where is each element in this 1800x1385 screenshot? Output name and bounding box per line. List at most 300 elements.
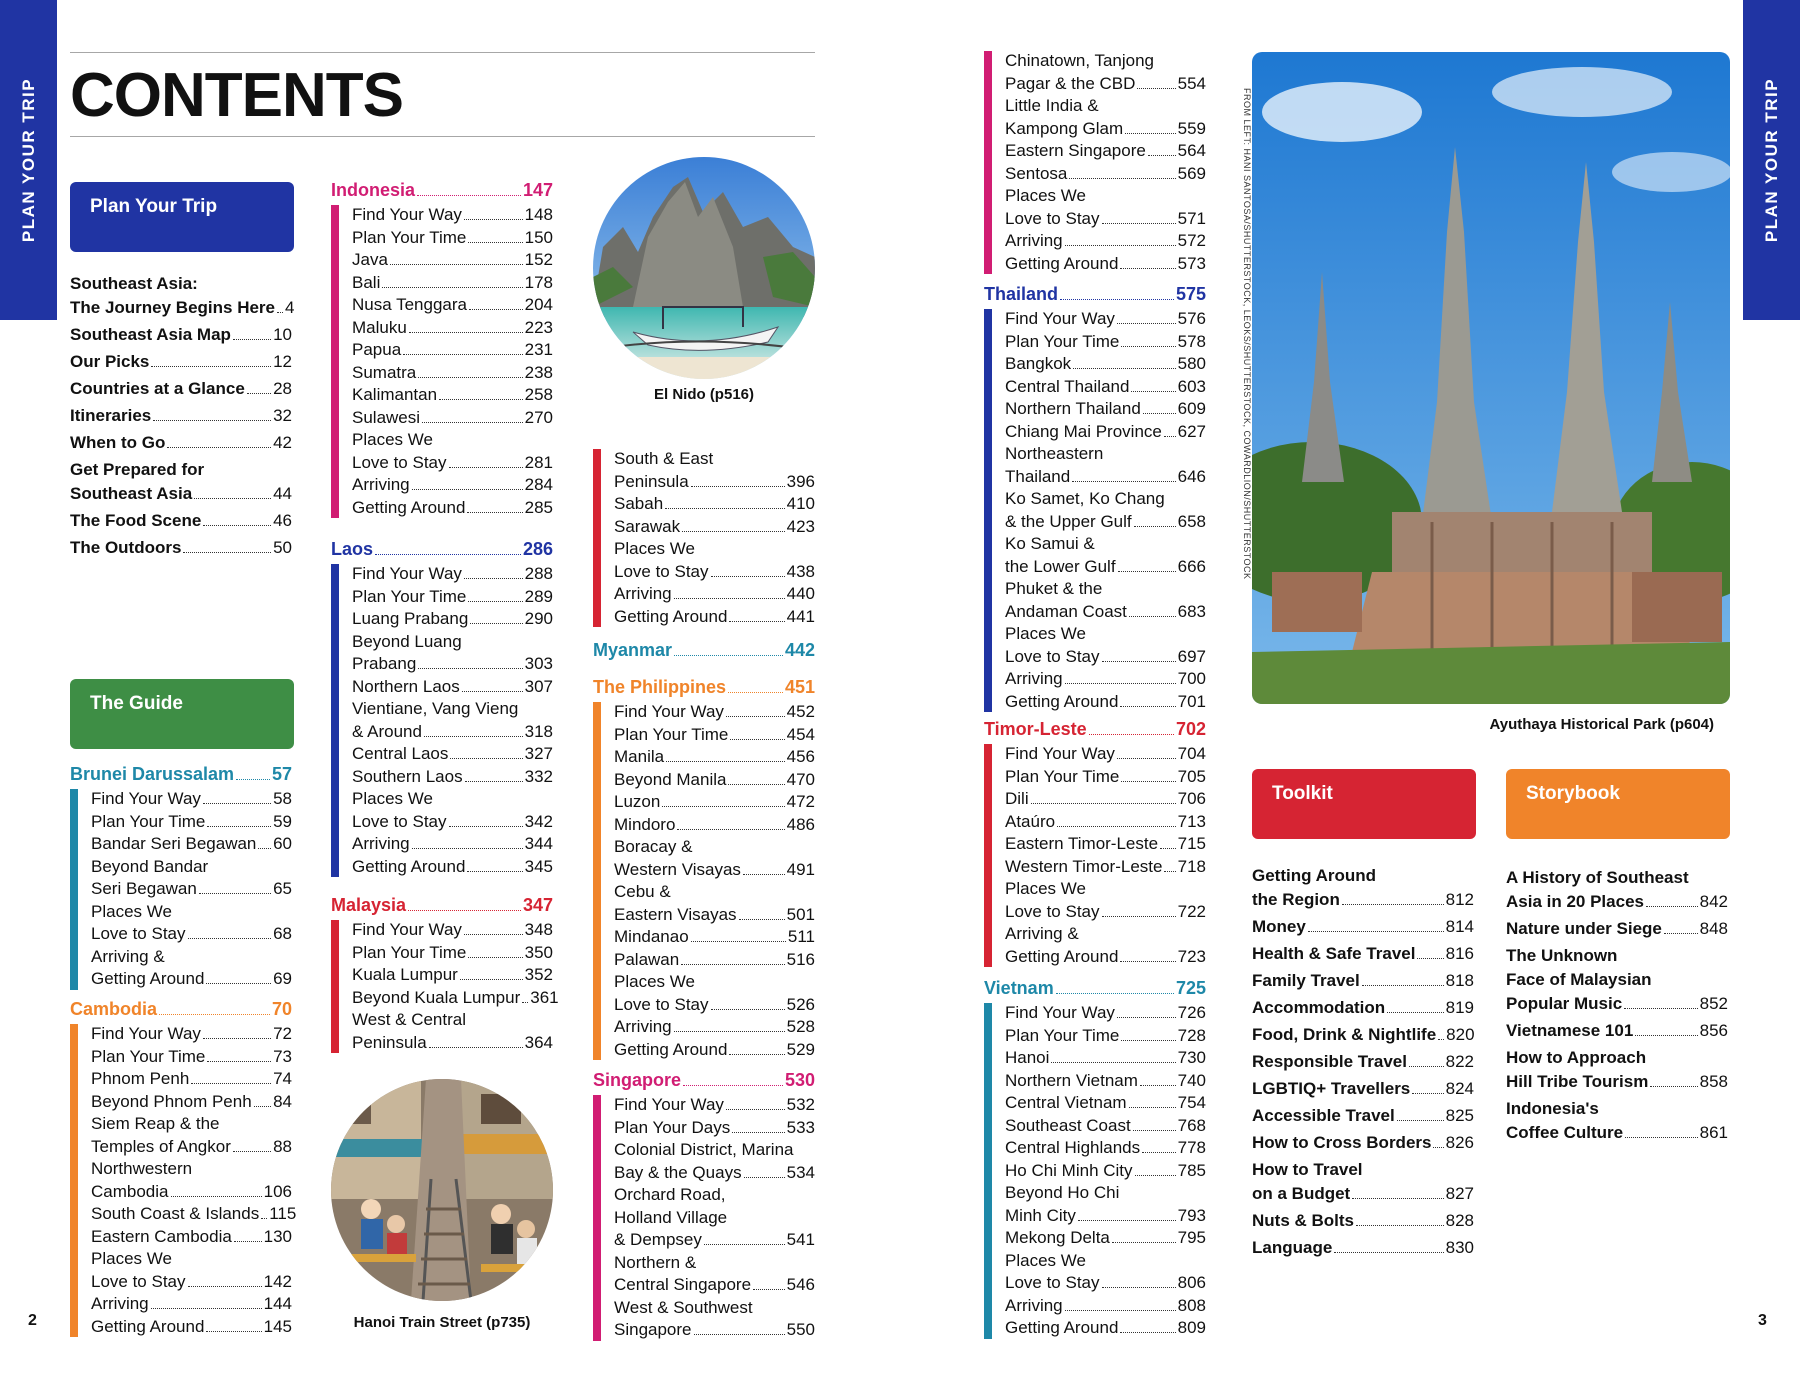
section-page: 575 — [1175, 284, 1206, 304]
toc-entry[interactable] — [614, 1139, 815, 1184]
toc-entry[interactable] — [1252, 1158, 1474, 1206]
toc-entry-title: Central Vietnam — [1005, 1093, 1127, 1112]
section-items — [984, 1002, 1206, 1340]
toc-entry[interactable] — [1252, 996, 1474, 1020]
toc-entry[interactable] — [1005, 533, 1206, 578]
toc-entry[interactable] — [352, 608, 553, 631]
leader-dots — [1073, 368, 1175, 369]
toc-entry[interactable] — [1005, 443, 1206, 488]
toc-entry-title: Find Your Way — [614, 1095, 724, 1114]
toc-entry-title: Kalimantan — [352, 385, 438, 404]
toc-entry[interactable] — [70, 377, 292, 401]
toc-entry-row — [70, 350, 292, 374]
section-header[interactable] — [593, 640, 815, 664]
toc-entry-title: Sarawak — [614, 516, 681, 536]
toc-entry[interactable] — [352, 833, 553, 856]
toc-entry[interactable] — [614, 881, 815, 926]
toc-entry-title: the Lower Gulf — [1005, 556, 1116, 576]
leader-dots — [1117, 323, 1176, 324]
section-header[interactable] — [984, 978, 1206, 1002]
section-thailand — [984, 284, 1206, 713]
leader-dots — [1412, 1093, 1443, 1094]
title-rule — [70, 136, 815, 137]
toc-page-number: 754 — [1177, 1093, 1206, 1112]
toc-entry-title: Luzon — [614, 792, 661, 811]
toc-entry[interactable] — [614, 1117, 815, 1140]
toc-entry[interactable] — [1005, 1070, 1206, 1093]
section-header[interactable] — [70, 999, 292, 1023]
toc-entry-row — [1005, 811, 1206, 834]
toc-page-number: 814 — [1445, 917, 1474, 936]
leader-dots — [206, 983, 271, 984]
toc-entry[interactable] — [91, 788, 292, 811]
toc-entry-row — [352, 362, 553, 385]
toc-entry[interactable] — [91, 901, 292, 946]
toc-entry[interactable] — [70, 350, 292, 374]
toc-page-number: 454 — [786, 724, 815, 744]
toc-page-number: 28 — [273, 379, 292, 398]
toc-entry-line: Places We — [614, 539, 695, 558]
toc-entry[interactable] — [614, 971, 815, 1016]
toc-entry-title: Getting Around — [352, 856, 466, 876]
toc-page-number: 10 — [273, 325, 292, 344]
toc-entry[interactable] — [91, 1113, 292, 1158]
section-header[interactable] — [331, 180, 553, 204]
toc-entry-title: Love to Stay — [1005, 1273, 1100, 1292]
toc-entry-title: Southeast Asia — [70, 484, 193, 503]
toc-entry[interactable] — [352, 474, 553, 497]
toc-entry[interactable] — [1005, 376, 1206, 399]
toc-entry[interactable] — [1005, 856, 1206, 879]
toc-entry[interactable] — [91, 1293, 292, 1316]
toc-entry[interactable] — [70, 431, 292, 455]
toc-page-number: 704 — [1177, 744, 1206, 763]
toc-entry[interactable] — [614, 746, 815, 769]
section-color-bar — [70, 789, 78, 990]
toc-entry[interactable] — [1506, 917, 1728, 941]
toc-page-number: 573 — [1177, 253, 1206, 273]
leader-dots — [424, 736, 523, 737]
toc-entry[interactable] — [614, 769, 815, 792]
section-name: Brunei Darussalam — [70, 764, 235, 784]
toc-entry[interactable] — [352, 698, 553, 743]
toc-entry[interactable] — [1005, 353, 1206, 376]
toc-entry[interactable] — [614, 1297, 815, 1342]
storybook-box: Storybook — [1506, 769, 1730, 839]
toc-entry[interactable] — [614, 814, 815, 837]
toc-entry-row — [1252, 915, 1474, 939]
toc-entry[interactable] — [614, 724, 815, 747]
section-name: Myanmar — [593, 640, 673, 660]
leader-dots — [151, 366, 271, 367]
toc-entry[interactable] — [352, 856, 553, 879]
toc-entry[interactable] — [614, 836, 815, 881]
toc-entry[interactable] — [1506, 944, 1728, 1016]
toc-entry[interactable] — [1005, 50, 1206, 95]
toc-entry[interactable] — [352, 766, 553, 789]
toc-entry-title: Getting Around — [1005, 691, 1119, 711]
toc-entry-title: Love to Stay — [614, 561, 709, 581]
toc-page-number: 318 — [524, 721, 553, 741]
toc-entry[interactable] — [352, 429, 553, 474]
toc-entry[interactable] — [91, 1091, 292, 1114]
toc-entry-row — [1252, 1104, 1474, 1128]
toc-entry-title: When to Go — [70, 433, 166, 452]
toc-entry-row — [1005, 208, 1206, 231]
toc-entry[interactable] — [1252, 1104, 1474, 1128]
toc-entry[interactable] — [1005, 578, 1206, 623]
toc-entry-title: Manila — [614, 747, 665, 766]
toc-page-number: 12 — [273, 352, 292, 371]
toc-entry-title: Beyond Phnom Penh — [91, 1091, 252, 1111]
toc-entry[interactable] — [91, 1023, 292, 1046]
toc-entry-row — [614, 1319, 815, 1342]
toc-entry-title: Love to Stay — [1005, 208, 1100, 228]
toc-entry[interactable] — [70, 404, 292, 428]
leader-dots — [1650, 1086, 1697, 1087]
toc-entry-title: Arriving — [614, 584, 672, 603]
toc-entry[interactable] — [1005, 743, 1206, 766]
leader-dots — [408, 910, 521, 911]
toc-entry[interactable] — [1005, 766, 1206, 789]
toc-entry[interactable] — [352, 586, 553, 609]
toc-entry[interactable] — [614, 516, 815, 539]
toc-entry[interactable] — [352, 362, 553, 385]
toc-entry[interactable] — [1252, 915, 1474, 939]
toc-entry[interactable] — [614, 1016, 815, 1039]
toc-entry[interactable] — [614, 1039, 815, 1062]
toc-entry[interactable] — [614, 791, 815, 814]
toc-entry-row — [352, 204, 553, 227]
toc-entry[interactable] — [1005, 1250, 1206, 1295]
section-header[interactable] — [331, 895, 553, 919]
toc-entry[interactable] — [1005, 811, 1206, 834]
toc-entry[interactable] — [70, 458, 292, 506]
section-header[interactable] — [984, 719, 1206, 743]
toc-entry[interactable] — [91, 1068, 292, 1091]
toc-entry-title: Plan Your Time — [1005, 1025, 1120, 1045]
leader-dots — [467, 871, 522, 872]
toc-entry-line: A History of Southeast — [1506, 868, 1689, 887]
toc-entry[interactable] — [1005, 878, 1206, 923]
toc-entry[interactable] — [352, 407, 553, 430]
leader-dots — [412, 848, 523, 849]
toc-entry-row — [352, 407, 553, 430]
leader-dots — [151, 1308, 262, 1309]
section-header[interactable] — [331, 539, 553, 563]
toc-entry[interactable] — [91, 1203, 297, 1226]
toc-entry[interactable] — [352, 227, 553, 250]
toc-entry[interactable] — [1005, 140, 1206, 163]
toc-page-number: 806 — [1177, 1273, 1206, 1292]
toc-page-number: 204 — [524, 295, 553, 314]
toc-entry[interactable] — [352, 294, 553, 317]
leader-dots — [729, 1054, 784, 1055]
toc-entry[interactable] — [1005, 1002, 1206, 1025]
toc-entry[interactable] — [1506, 1046, 1728, 1094]
toc-entry-title: Southern Laos — [352, 766, 463, 786]
toc-entry[interactable] — [91, 856, 292, 901]
section-header[interactable] — [984, 284, 1206, 308]
leader-dots — [1142, 1152, 1175, 1153]
toc-entry[interactable] — [1005, 1182, 1206, 1227]
toc-entry-line: Arriving & — [1005, 924, 1079, 943]
toc-entry[interactable] — [352, 1009, 553, 1054]
toc-entry[interactable] — [352, 743, 553, 766]
toc-entry[interactable] — [1005, 1295, 1206, 1318]
toc-page-number: 546 — [786, 1275, 815, 1294]
toc-entry-row — [614, 1229, 815, 1252]
toc-entry[interactable] — [614, 1094, 815, 1117]
toc-entry-row — [352, 608, 553, 631]
leader-dots — [403, 354, 522, 355]
toc-entry[interactable] — [1005, 253, 1206, 276]
toc-entry-row — [352, 721, 553, 744]
toc-entry-title: Love to Stay — [352, 452, 447, 472]
toc-entry-line: Orchard Road, — [614, 1185, 726, 1204]
toc-entry[interactable] — [614, 1184, 815, 1252]
toc-entry-row — [1252, 1182, 1474, 1206]
toc-entry-row — [352, 317, 553, 340]
toc-entry[interactable] — [1252, 864, 1474, 912]
toc-entry-line: Boracay & — [614, 837, 693, 856]
section-page: 725 — [1175, 978, 1206, 998]
toc-entry[interactable] — [1252, 1050, 1474, 1074]
toc-page-number: 683 — [1177, 601, 1206, 621]
toc-page-number: 534 — [786, 1162, 815, 1182]
el-nido-caption: El Nido (p516) — [653, 386, 754, 403]
toc-entry[interactable] — [1252, 969, 1474, 993]
toc-entry[interactable] — [352, 964, 553, 987]
toc-entry-title: Love to Stay — [614, 994, 709, 1014]
toc-entry[interactable] — [352, 563, 553, 586]
toc-entry-row — [1005, 766, 1206, 789]
toc-entry[interactable] — [1252, 1236, 1474, 1260]
toc-entry-row — [1005, 1047, 1206, 1070]
toc-entry[interactable] — [614, 926, 815, 949]
toc-entry[interactable] — [91, 1226, 292, 1249]
section-color-bar — [331, 205, 339, 518]
leader-dots — [1102, 661, 1176, 662]
toc-entry-title: Ho Chi Minh City — [1005, 1160, 1133, 1180]
toc-entry[interactable] — [1005, 421, 1206, 444]
toc-entry[interactable] — [1005, 95, 1206, 140]
leader-dots — [412, 489, 523, 490]
toc-entry[interactable] — [1005, 923, 1206, 968]
section-color-bar — [593, 449, 601, 627]
toc-entry-row — [1005, 1272, 1206, 1295]
section-header[interactable] — [70, 764, 292, 788]
toc-entry[interactable] — [1005, 1092, 1206, 1115]
toc-page-number: 44 — [273, 484, 292, 503]
toc-entry[interactable] — [70, 272, 295, 320]
toc-entry-title: Arriving — [352, 834, 410, 853]
toc-entry[interactable] — [1005, 1047, 1206, 1070]
toc-entry[interactable] — [1005, 1115, 1206, 1138]
leader-dots — [1072, 481, 1175, 482]
leader-dots — [417, 195, 521, 196]
toc-entry[interactable] — [352, 676, 553, 699]
toc-entry[interactable] — [1252, 1077, 1474, 1101]
toc-entry[interactable] — [352, 339, 553, 362]
toc-entry[interactable] — [91, 833, 292, 856]
toc-entry[interactable] — [614, 538, 815, 583]
toc-page-number: 816 — [1445, 944, 1474, 963]
toc-entry[interactable] — [1005, 398, 1206, 421]
toc-entry[interactable] — [1005, 623, 1206, 668]
hanoi-illustration — [331, 1079, 553, 1301]
leader-dots — [1117, 758, 1176, 759]
toc-entry-title: Luang Prabang — [352, 609, 469, 628]
toc-entry[interactable] — [1506, 1019, 1728, 1043]
toc-entry-title: Find Your Way — [1005, 744, 1115, 763]
toc-entry-title: Temples of Angkor — [91, 1136, 231, 1156]
leader-dots — [1065, 245, 1176, 246]
toc-entry[interactable] — [352, 249, 553, 272]
section-page: 147 — [522, 180, 553, 200]
toc-entry-title: Peninsula — [614, 471, 689, 491]
leader-dots — [691, 941, 786, 942]
toc-entry-row — [614, 471, 815, 494]
toc-entry[interactable] — [1005, 488, 1206, 533]
toc-entry-row — [1005, 1137, 1206, 1160]
toc-entry[interactable] — [1252, 1131, 1474, 1155]
toc-entry-row — [614, 746, 815, 769]
toc-entry-title: Health & Safe Travel — [1252, 944, 1416, 963]
section-header[interactable] — [593, 677, 815, 701]
toc-entry[interactable] — [614, 493, 815, 516]
leader-dots — [1078, 1220, 1176, 1221]
toc-entry[interactable] — [1005, 1137, 1206, 1160]
leader-dots — [1125, 133, 1176, 134]
toc-page-number: 826 — [1445, 1133, 1474, 1152]
toc-page-number: 532 — [786, 1095, 815, 1114]
toc-entry[interactable] — [1005, 331, 1206, 354]
toc-entry[interactable] — [614, 1252, 815, 1297]
toc-entry[interactable] — [614, 949, 815, 972]
toc-entry-title: Find Your Way — [352, 205, 462, 224]
toc-entry-title: Asia in 20 Places — [1506, 892, 1644, 911]
toc-entry[interactable] — [614, 448, 815, 493]
toc-entry[interactable] — [91, 1046, 292, 1069]
toc-page-number: 559 — [1177, 118, 1206, 138]
toc-entry[interactable] — [1005, 788, 1206, 811]
toc-page-number: 42 — [273, 433, 292, 452]
toc-entry[interactable] — [1252, 942, 1474, 966]
toc-entry-row — [70, 377, 292, 401]
toc-entry[interactable] — [1005, 668, 1206, 691]
leader-dots — [159, 1014, 270, 1015]
section-cambodia — [70, 999, 297, 1338]
toc-page-number: 858 — [1699, 1072, 1728, 1091]
toc-entry[interactable] — [1506, 866, 1728, 914]
section-malaysia — [331, 895, 559, 1054]
toc-entry[interactable] — [352, 942, 553, 965]
toc-entry-title: Arriving — [91, 1294, 149, 1313]
toc-entry-line: Indonesia's — [1506, 1099, 1599, 1118]
toc-entry-title: Find Your Way — [1005, 1003, 1115, 1022]
leader-dots — [465, 781, 523, 782]
toc-entry[interactable] — [614, 583, 815, 606]
toc-entry[interactable] — [352, 272, 553, 295]
toc-page-number: 571 — [1177, 208, 1206, 228]
toc-entry[interactable] — [352, 384, 553, 407]
leader-dots — [203, 525, 271, 526]
toc-entry[interactable] — [70, 509, 292, 533]
toc-entry[interactable] — [1005, 1160, 1206, 1183]
section-header[interactable] — [593, 1070, 815, 1094]
toc-entry[interactable] — [352, 919, 553, 942]
leader-dots — [206, 1331, 261, 1332]
toc-entry-line: Phuket & the — [1005, 579, 1103, 598]
toc-entry[interactable] — [352, 497, 553, 520]
toc-page-number: 142 — [263, 1271, 292, 1291]
section-color-bar — [70, 1024, 78, 1337]
toc-entry-line: Get Prepared for — [70, 460, 205, 479]
plan-your-trip-box: Plan Your Trip — [70, 182, 294, 252]
toc-entry[interactable] — [91, 1316, 292, 1339]
toc-entry[interactable] — [1005, 230, 1206, 253]
leader-dots — [375, 554, 521, 555]
toc-entry-title: Hanoi — [1005, 1048, 1050, 1067]
toc-page-number: 541 — [786, 1230, 815, 1249]
toc-page-number: 697 — [1177, 646, 1206, 666]
toc-entry[interactable] — [352, 631, 553, 676]
toc-entry[interactable] — [1005, 1025, 1206, 1048]
toc-entry-title: the Region — [1252, 890, 1340, 909]
toc-entry-row — [352, 833, 553, 856]
toc-page-number: 152 — [524, 250, 553, 269]
toc-entry[interactable] — [352, 987, 559, 1010]
toc-entry[interactable] — [1005, 163, 1206, 186]
toc-entry[interactable] — [91, 1158, 292, 1203]
toc-entry-title: Coffee Culture — [1506, 1123, 1624, 1142]
toc-entry[interactable] — [70, 536, 292, 560]
toc-entry[interactable] — [352, 317, 553, 340]
toc-entry[interactable] — [1506, 1097, 1728, 1145]
leader-dots — [711, 576, 785, 577]
toc-entry[interactable] — [1252, 1023, 1474, 1047]
toc-entry[interactable] — [1005, 1317, 1206, 1340]
leader-dots — [1624, 1008, 1697, 1009]
toc-page-number: 564 — [1177, 141, 1206, 160]
toc-entry[interactable] — [614, 606, 815, 629]
toc-entry[interactable] — [91, 946, 292, 991]
toc-entry-row — [91, 1293, 292, 1316]
toc-entry[interactable] — [1252, 1209, 1474, 1233]
toc-entry[interactable] — [352, 204, 553, 227]
toc-entry[interactable] — [1005, 1227, 1206, 1250]
toc-entry-row — [91, 1181, 292, 1204]
toc-entry[interactable] — [1005, 833, 1206, 856]
toc-entry-row — [91, 788, 292, 811]
leader-dots — [236, 779, 270, 780]
toc-entry[interactable] — [1005, 308, 1206, 331]
toc-page-number: 533 — [786, 1117, 815, 1137]
toc-entry[interactable] — [1005, 185, 1206, 230]
toc-page-number: 861 — [1699, 1123, 1728, 1142]
leader-dots — [1102, 1287, 1176, 1288]
toc-entry[interactable] — [352, 788, 553, 833]
toc-entry[interactable] — [70, 323, 292, 347]
toc-entry[interactable] — [1005, 691, 1206, 714]
toc-entry-row — [1252, 942, 1474, 966]
toc-entry[interactable] — [614, 701, 815, 724]
toc-entry-line: Chinatown, Tanjong — [1005, 51, 1155, 70]
toc-entry[interactable] — [91, 811, 292, 834]
leader-dots — [1143, 413, 1176, 414]
toc-entry[interactable] — [91, 1248, 292, 1293]
